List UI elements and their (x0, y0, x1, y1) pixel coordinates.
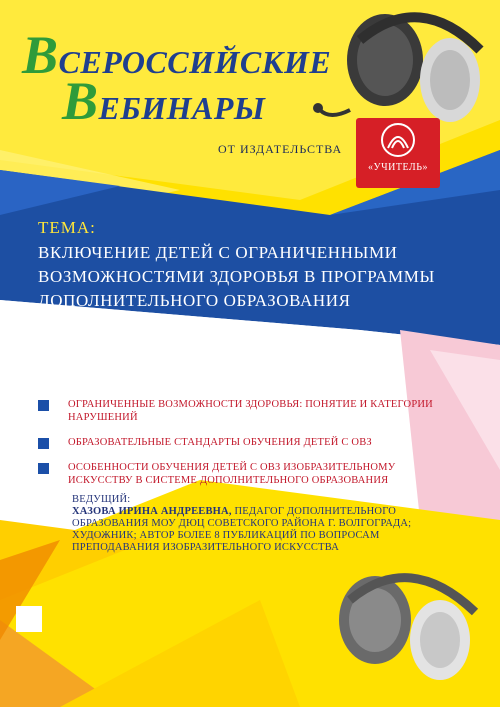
list-item (38, 436, 458, 449)
topic-title: ВКЛЮЧЕНИЕ ДЕТЕЙ С ОГРАНИЧЕННЫМИ ВОЗМОЖНОСТЯМИ ЗДОРОВЬЯ В ПРОГРАММЫ ДОПОЛНИТЕЛЬНОГО ОБРАЗОВАНИЯ (38, 243, 435, 310)
publisher-logo (356, 118, 440, 188)
agenda-list (38, 398, 458, 499)
presenter-details: ПЕДАГОГ ДОПОЛНИТЕЛЬНОГО ОБРАЗОВАНИЯ МОУ ДЮЦ СОВЕТСКОГО РАЙОНА Г. ВОЛГОГРАДА; ХУДОЖНИК; АВТОР БОЛЕЕ 8 ПУБЛИКАЦИЙ ПО ВОПРОСАМ ПРЕПОДАВАНИЯ ИЗОБРАЗИТЕЛЬНОГО ИСКУССТВА (72, 506, 412, 553)
title-rest-1: СЕРОССИЙСКИЕ (58, 44, 332, 80)
decorative-square (16, 606, 42, 632)
title-rest-2: ЕБИНАРЫ (98, 90, 266, 126)
logo-text: «УЧИТЕЛЬ» (368, 162, 428, 173)
list-item-text: ОСОБЕННОСТИ ОБУЧЕНИЯ ДЕТЕЙ С ОВЗ ИЗОБРАЗИТЕЛЬНОМУ ИСКУССТВУ В СИСТЕМЕ ДОПОЛНИТЕЛЬНОГО ОБРАЗОВАНИЯ (68, 462, 396, 486)
list-item-text: ОБРАЗОВАТЕЛЬНЫЕ СТАНДАРТЫ ОБУЧЕНИЯ ДЕТЕЙ С ОВЗ (68, 437, 372, 448)
publisher-label: ОТ ИЗДАТЕЛЬСТВА (218, 142, 343, 156)
title-line-2 (62, 71, 266, 131)
square-bullet-icon (38, 463, 49, 474)
list-item-text: ОГРАНИЧЕННЫЕ ВОЗМОЖНОСТИ ЗДОРОВЬЯ: ПОНЯТИЕ И КАТЕГОРИИ НАРУШЕНИЙ (68, 399, 433, 423)
presenter-text (72, 506, 432, 554)
square-bullet-icon (38, 400, 49, 411)
topic-label: ТЕМА: (38, 218, 96, 237)
list-item (38, 398, 458, 424)
square-bullet-icon (38, 438, 49, 449)
presenter-info (72, 494, 432, 554)
logo-emblem-icon (356, 118, 440, 162)
list-item (38, 461, 458, 487)
presenter-label: ВЕДУЩИЙ: (72, 494, 131, 505)
title-initial-2: В (62, 71, 99, 131)
title-initial-1: В (22, 25, 59, 85)
presenter-name: ХАЗОВА ИРИНА АНДРЕЕВНА, (72, 506, 232, 517)
